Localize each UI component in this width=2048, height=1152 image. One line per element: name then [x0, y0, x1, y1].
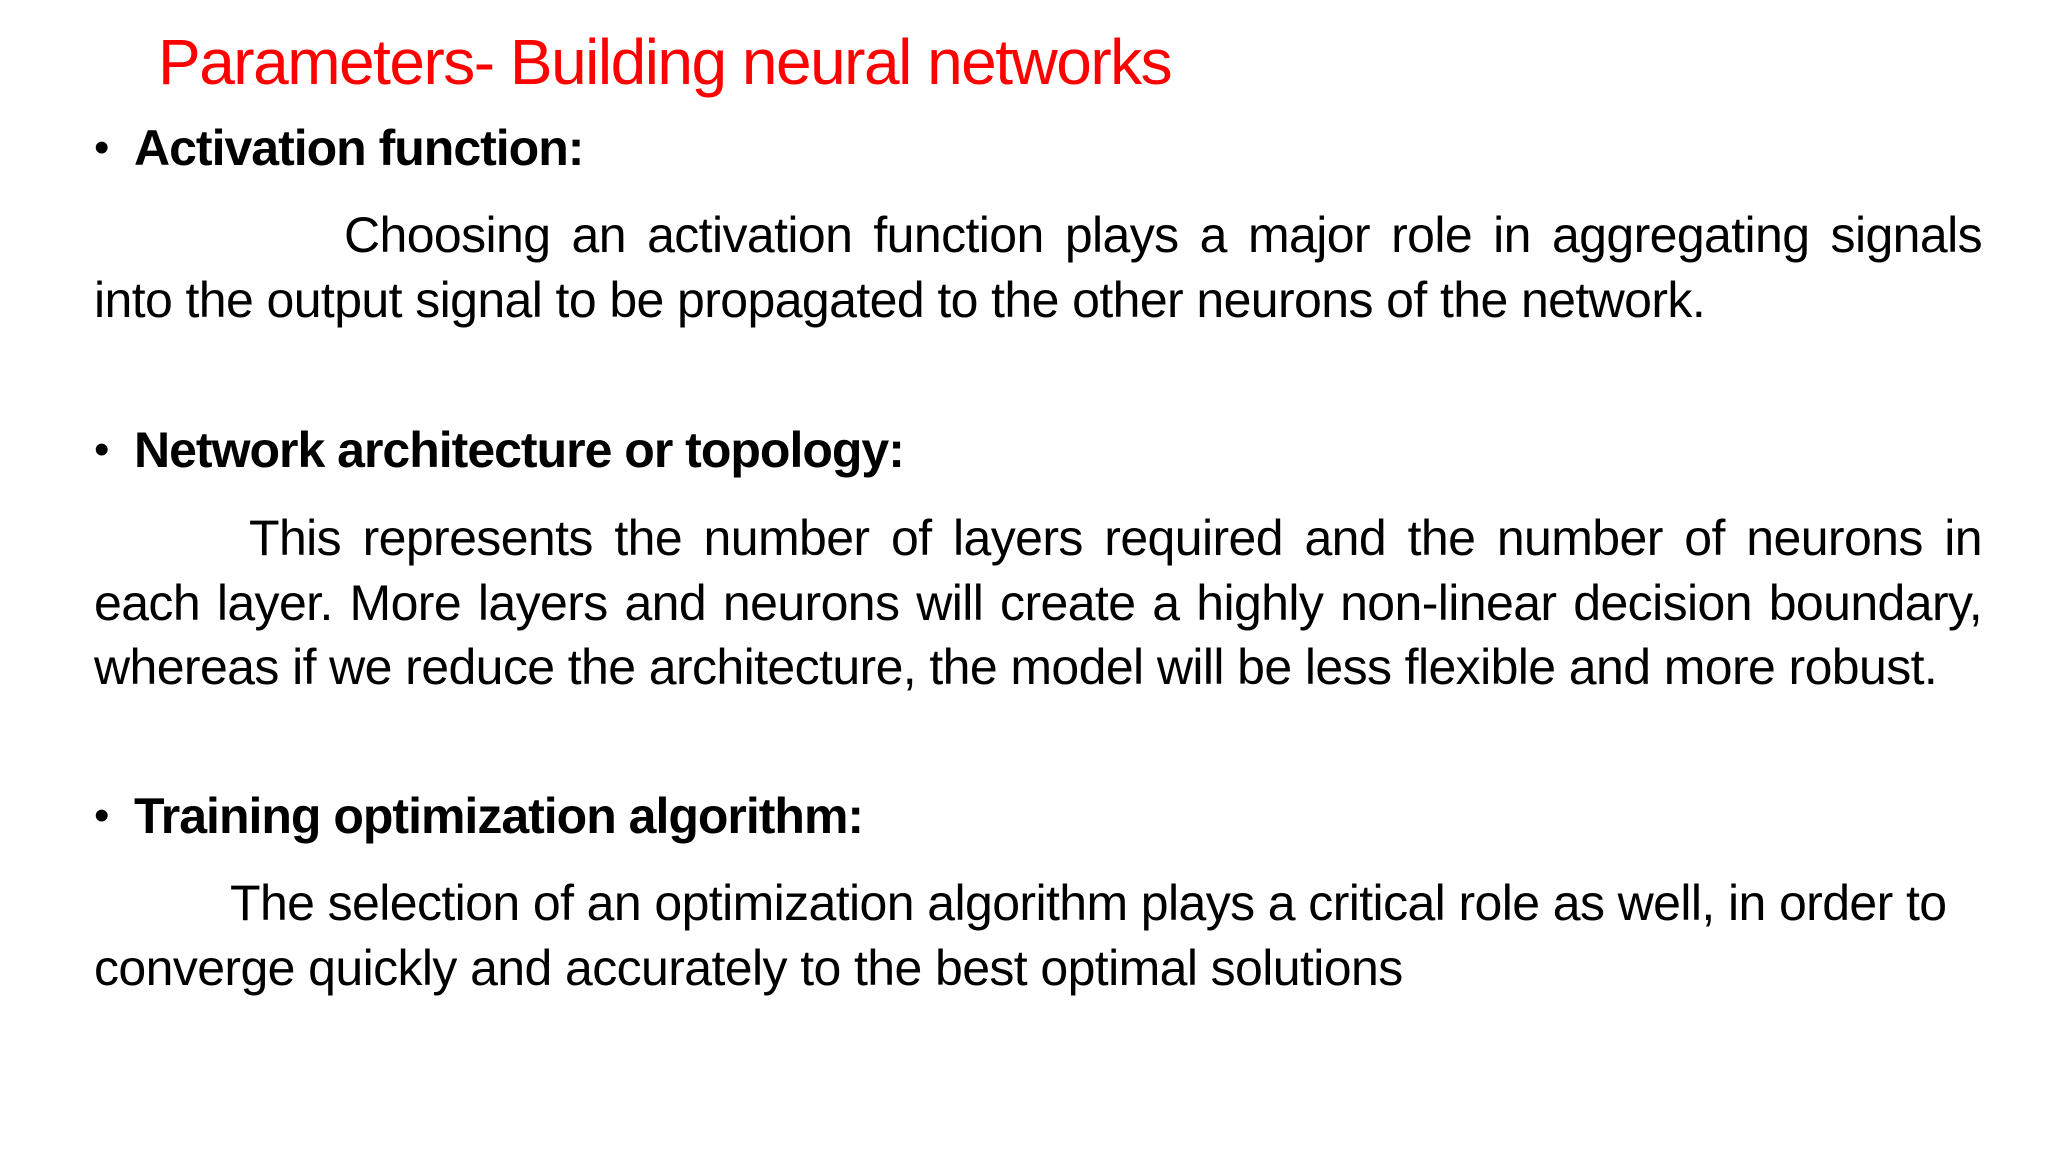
section-heading-activation	[94, 118, 1982, 178]
section-heading-optimization	[94, 786, 1982, 846]
slide-title: Parameters- Building neural networks	[158, 26, 1172, 98]
bullet-icon: •	[94, 123, 109, 172]
heading-text: Activation function:	[134, 120, 584, 176]
section-body-optimization: The selection of an optimization algorithm plays a critical role as well, in order to converge quickly and accurately to the best optimal solutions	[94, 875, 1947, 996]
bullet-icon: •	[94, 425, 109, 474]
section-body-activation: Choosing an activation function plays a major role in aggregating signals into the output signal to be propagated to the other neurons of the network.	[94, 207, 1982, 328]
section-body-architecture: This represents the number of layers required and the number of neurons in each layer. More layers and neurons will create a highly non-linear decision boundary, whereas if we reduce the architecture, the model will be less flexible and more robust.	[94, 510, 1982, 695]
heading-text: Training optimization algorithm:	[134, 788, 864, 844]
heading-text: Network architecture or topology:	[134, 422, 904, 478]
bullet-icon: •	[94, 791, 109, 840]
section-heading-architecture	[94, 420, 1982, 480]
